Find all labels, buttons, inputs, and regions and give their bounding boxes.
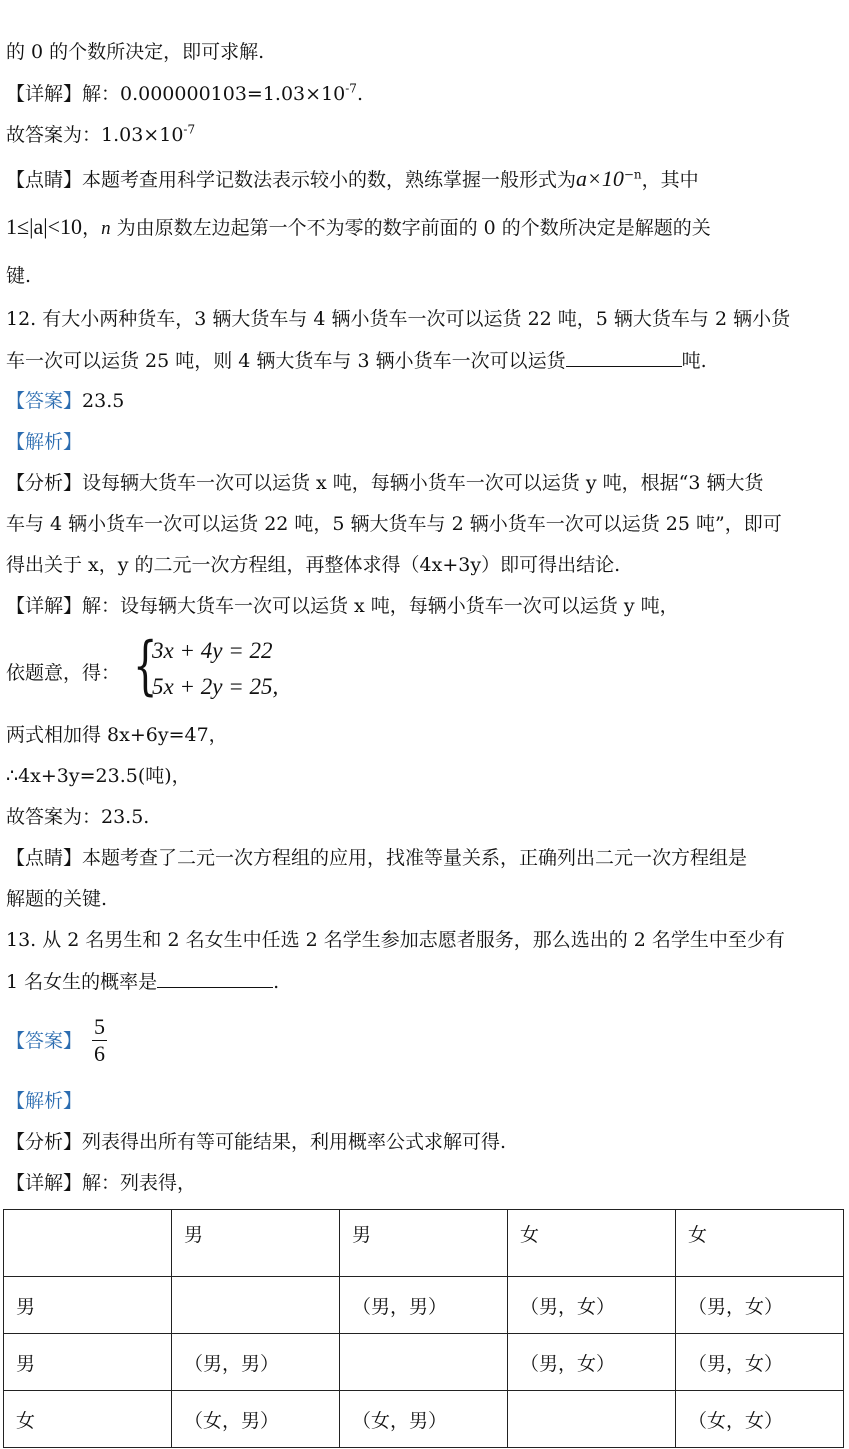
comment-text: ，其中 bbox=[641, 169, 699, 191]
table-cell bbox=[508, 1391, 676, 1448]
period: . bbox=[356, 83, 363, 105]
question-text: . bbox=[273, 971, 280, 993]
comment-text: ， bbox=[82, 217, 102, 239]
formula: 1≤|a|<10 bbox=[6, 214, 83, 239]
equation-comma: , bbox=[272, 674, 279, 699]
detail-text: 【详解】解：0.000000103=1.03×10 bbox=[6, 83, 346, 105]
question-text: 吨. bbox=[681, 350, 707, 372]
table-cell bbox=[4, 1210, 172, 1277]
table-cell: （男，男） bbox=[340, 1277, 508, 1334]
detail-line: 【详解】解：设每辆大货车一次可以运货 x 吨，每辆小货车一次可以运货 y 吨， bbox=[6, 595, 679, 617]
analysis-line: 【分析】设每辆大货车一次可以运货 x 吨，每辆小货车一次可以运货 y 吨，根据“3 辆大货 bbox=[6, 472, 764, 494]
table-cell: （男，男） bbox=[172, 1334, 340, 1391]
answer-tag: 【答案】 bbox=[6, 1030, 83, 1052]
answer-value: 23.5 bbox=[82, 390, 125, 412]
table-cell: （女，女） bbox=[676, 1391, 844, 1448]
detail-line: 两式相加得 8x+6y=47， bbox=[6, 724, 228, 746]
table-cell: （男，女） bbox=[508, 1277, 676, 1334]
fraction-denominator: 6 bbox=[94, 1041, 105, 1066]
comment-text: 【点睛】本题考查用科学记数法表示较小的数，熟练掌握一般形式为 bbox=[6, 169, 577, 191]
exponent: -7 bbox=[183, 122, 196, 137]
analysis-line: 车与 4 辆小货车一次可以运货 22 吨，5 辆大货车与 2 辆小货车一次可以运货 25 吨”，即可 bbox=[6, 513, 782, 535]
equation-2-text: 5x + 2y = 25 bbox=[152, 674, 273, 699]
equation-label: 依题意，得： bbox=[6, 662, 121, 684]
comment-line bbox=[6, 167, 699, 192]
table-header-cell: 女 bbox=[508, 1210, 676, 1277]
table-row bbox=[4, 1334, 844, 1391]
answer-blank bbox=[157, 969, 273, 988]
answer-text: 故答案为：1.03×10 bbox=[6, 124, 184, 146]
formula: a×10 bbox=[576, 166, 624, 191]
table-cell: （男，女） bbox=[676, 1334, 844, 1391]
exponent: -7 bbox=[345, 81, 357, 96]
analysis-tag: 【解析】 bbox=[6, 431, 83, 453]
table-cell: （男，女） bbox=[676, 1277, 844, 1334]
table-header-cell: 女 bbox=[676, 1210, 844, 1277]
variable-n: n bbox=[101, 218, 111, 239]
comment-line: 【点睛】本题考查了二元一次方程组的应用，找准等量关系，正确列出二元一次方程组是 bbox=[6, 847, 748, 869]
brace-icon: { bbox=[133, 629, 158, 703]
answer-line: 故答案为：23.5. bbox=[6, 806, 150, 828]
comment-text: 为由原数左边起第一个不为零的数字前面的 0 的个数所决定是解题的关 bbox=[110, 217, 711, 239]
detail-line bbox=[6, 82, 363, 106]
table-row bbox=[4, 1391, 844, 1448]
table-row-header: 女 bbox=[4, 1391, 172, 1448]
fraction-numerator: 5 bbox=[94, 1014, 105, 1039]
answer-blank bbox=[566, 348, 682, 367]
comment-line bbox=[6, 215, 711, 241]
comment-line: 键. bbox=[6, 265, 32, 287]
question-13-line bbox=[6, 969, 279, 994]
exponent: −n bbox=[623, 167, 642, 182]
table-header-cell: 男 bbox=[340, 1210, 508, 1277]
question-text: 车一次可以运货 25 吨，则 4 辆大货车与 3 辆小货车一次可以运货 bbox=[6, 350, 566, 372]
answer-tag: 【答案】 bbox=[6, 390, 83, 412]
detail-line: 【详解】解：列表得， bbox=[6, 1172, 197, 1194]
table-cell bbox=[172, 1277, 340, 1334]
analysis-line: 得出关于 x，y 的二元一次方程组，再整体求得（4x+3y）即可得出结论. bbox=[6, 554, 621, 576]
analysis-tag: 【解析】 bbox=[6, 1090, 83, 1112]
question-12-line: 12. 有大小两种货车，3 辆大货车与 4 辆小货车一次可以运货 22 吨，5 辆大货车与 2 辆小货 bbox=[6, 308, 791, 330]
table-row-header: 男 bbox=[4, 1334, 172, 1391]
comment-line: 解题的关键. bbox=[6, 888, 108, 910]
table-cell: （女，男） bbox=[340, 1391, 508, 1448]
table-row bbox=[4, 1277, 844, 1334]
equation-2 bbox=[152, 674, 278, 700]
answer-line bbox=[6, 123, 195, 147]
answer-fraction bbox=[92, 1014, 107, 1067]
table-cell: （男，女） bbox=[508, 1334, 676, 1391]
answer-12 bbox=[6, 389, 124, 413]
table-header-cell: 男 bbox=[172, 1210, 340, 1277]
table-row-header: 男 bbox=[4, 1277, 172, 1334]
table-cell bbox=[340, 1334, 508, 1391]
analysis-line: 【分析】列表得出所有等可能结果，利用概率公式求解可得. bbox=[6, 1131, 507, 1153]
question-12-line bbox=[6, 348, 707, 373]
question-13-line: 13. 从 2 名男生和 2 名女生中任选 2 名学生参加志愿者服务，那么选出的 2 名学生中至少有 bbox=[6, 929, 785, 951]
outcome-table bbox=[3, 1209, 844, 1448]
text-line: 的 0 的个数所决定，即可求解. bbox=[6, 41, 265, 63]
question-text: 1 名女生的概率是 bbox=[6, 971, 158, 993]
table-header-row bbox=[4, 1210, 844, 1277]
table-cell: （女，男） bbox=[172, 1391, 340, 1448]
detail-line: ∴4x+3y=23.5(吨)， bbox=[6, 765, 191, 787]
equation-1: 3x + 4y = 22 bbox=[152, 638, 273, 663]
